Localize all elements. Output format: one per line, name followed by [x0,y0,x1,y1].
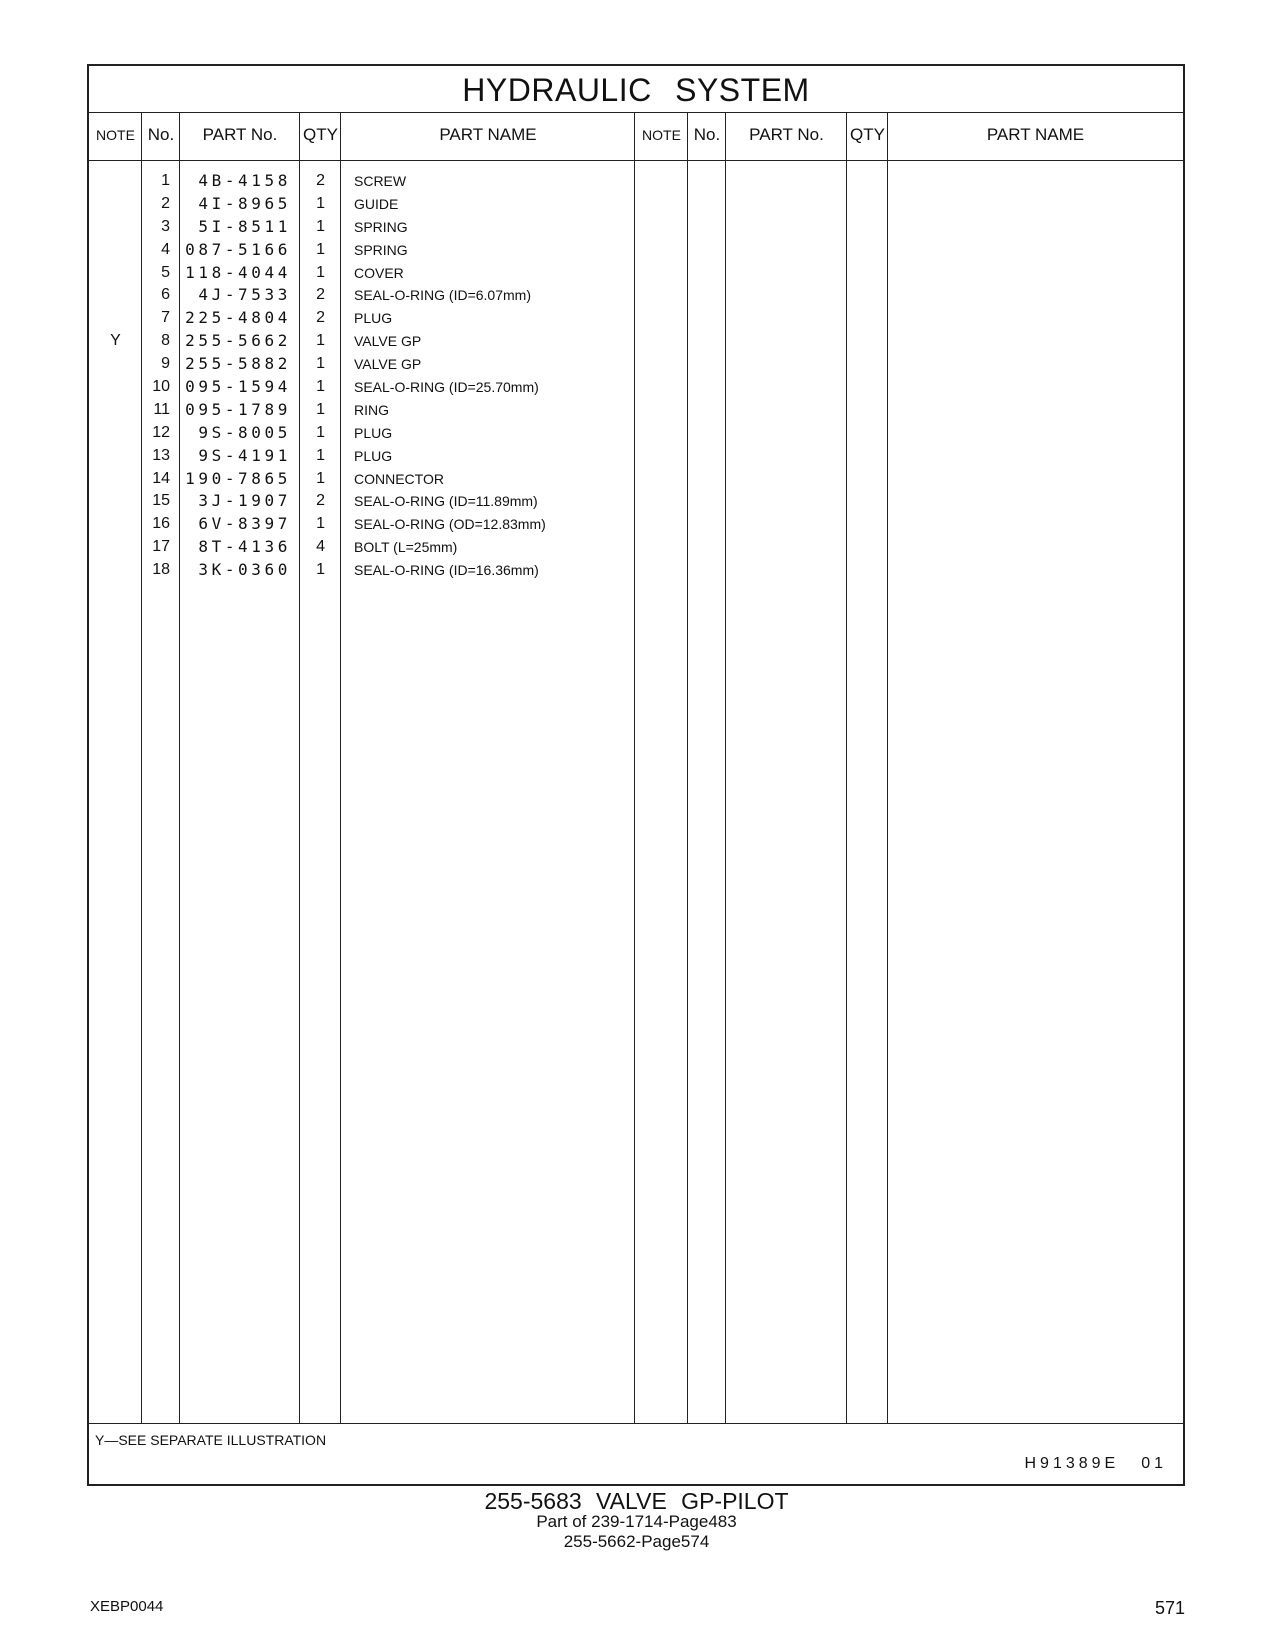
row-part-name: CONNECTOR [354,470,444,487]
footnote: Y—SEE SEPARATE ILLUSTRATION [95,1432,327,1448]
table-row [89,536,1183,559]
row-part-name: SEAL-O-RING (ID=11.89mm) [354,493,538,510]
row-quantity: 1 [316,240,325,258]
drawing-code-number: H91389E [1024,1455,1120,1472]
row-number: 17 [152,538,170,556]
row-part-name: SEAL-O-RING (OD=12.83mm) [354,516,546,533]
header-qty-right: QTY [850,125,885,144]
row-number: 11 [153,400,170,418]
row-part-number: 095-1594 [185,377,291,397]
row-quantity: 1 [316,355,325,373]
row-quantity: 1 [316,263,325,281]
row-number: 3 [161,217,170,235]
header-qty-left: QTY [303,125,338,144]
row-quantity: 1 [316,194,325,212]
row-part-number: 255-5882 [185,354,291,374]
row-number: 6 [161,286,170,304]
row-quantity: 1 [316,400,325,418]
row-part-name: VALVE GP [354,356,422,373]
table-row [89,193,1183,216]
header-no-left: No. [147,125,175,144]
row-quantity: 1 [316,423,325,441]
row-part-number: 9S-4191 [198,445,291,465]
row-quantity: 2 [316,286,325,304]
row-number: 4 [161,240,170,258]
row-quantity: 1 [316,217,325,235]
table-row [89,513,1183,536]
page-title: HYDRAULIC SYSTEM [89,66,1183,113]
table-header [89,112,1183,161]
page-number: 571 [1154,1598,1185,1618]
header-note-left: NOTE [96,127,135,143]
row-number: 2 [161,194,170,212]
row-part-name: SEAL-O-RING (ID=16.36mm) [354,562,539,579]
table-row [89,399,1183,422]
table-row [89,239,1183,262]
row-part-number: 8T-4136 [198,537,291,557]
row-number: 9 [161,355,170,373]
table-row [89,216,1183,239]
row-part-number: 118-4044 [185,262,291,282]
row-part-name: RING [354,401,389,418]
row-part-name: SEAL-O-RING (ID=6.07mm) [354,287,531,304]
row-quantity: 1 [316,515,325,533]
row-part-name: SPRING [354,218,408,235]
row-quantity: 1 [316,469,325,487]
row-number: 14 [152,469,170,487]
row-part-name: PLUG [354,424,393,441]
parts-list-frame [87,64,1185,1486]
row-part-number: 4J-7533 [198,285,291,305]
row-number: 10 [152,378,170,396]
caption-part-of: Part of 239-1714-Page483 [536,1512,737,1531]
row-part-name: SCREW [354,173,407,189]
row-quantity: 2 [316,309,325,327]
table-row [89,376,1183,399]
row-number: 7 [161,309,170,327]
parts-rows [89,170,1183,582]
row-part-number: 190-7865 [185,468,291,488]
caption-reference: 255-5662-Page574 [563,1532,710,1551]
table-row [89,490,1183,513]
row-part-number: 4B-4158 [198,171,291,190]
row-part-name: PLUG [354,447,393,464]
row-part-name: VALVE GP [354,333,422,350]
row-part-name: BOLT (L=25mm) [354,539,458,556]
table-row [89,353,1183,376]
table-row [89,170,1183,193]
row-number: 1 [161,172,170,189]
drawing-code [1024,1455,1167,1473]
row-part-number: 3K-0360 [198,560,291,580]
row-quantity: 4 [316,538,325,556]
row-part-name: COVER [354,264,404,281]
row-part-number: 6V-8397 [198,514,291,534]
footer-divider [89,1423,1183,1424]
header-part-no-right: PART No. [749,125,824,144]
row-part-number: 4I-8965 [198,193,291,213]
header-part-no-left: PART No. [202,125,278,144]
row-part-number: 9S-8005 [198,422,291,442]
row-number: 13 [152,446,170,464]
row-part-number: 5I-8511 [198,216,291,236]
row-part-number: 255-5662 [185,331,291,351]
table-row [89,559,1183,582]
row-number: 5 [161,263,170,281]
caption-title: 255-5683 VALVE GP-PILOT [484,1488,789,1514]
header-note-right: NOTE [642,127,681,143]
table-row [89,262,1183,285]
row-note: Y [110,332,121,350]
table-row [89,445,1183,468]
row-number: 16 [152,515,170,533]
header-no-right: No. [693,125,721,144]
table-row [89,468,1183,491]
table-row [89,307,1183,330]
row-part-number: 087-5166 [185,239,291,259]
row-quantity: 2 [316,492,325,510]
row-quantity: 1 [316,378,325,396]
row-number: 8 [161,332,170,350]
revision-number: 01 [1141,1455,1167,1472]
row-number: 15 [152,492,170,510]
row-part-number: 095-1789 [185,399,291,419]
table-row [89,330,1183,353]
document-id: XEBP0044 [90,1598,164,1615]
row-number: 12 [152,423,170,441]
row-part-name: PLUG [354,310,393,327]
row-quantity: 2 [316,172,325,189]
row-number: 18 [152,561,170,579]
row-part-name: GUIDE [354,195,399,212]
header-part-name-left: PART NAME [439,125,537,144]
row-quantity: 1 [316,561,325,579]
row-part-number: 3J-1907 [198,491,291,511]
table-row [89,422,1183,445]
header-part-name-right: PART NAME [986,125,1085,144]
row-quantity: 1 [316,446,325,464]
row-part-name: SEAL-O-RING (ID=25.70mm) [354,379,539,396]
row-part-number: 225-4804 [185,308,291,328]
row-quantity: 1 [316,332,325,350]
row-part-name: SPRING [354,241,408,258]
table-row [89,284,1183,307]
table-body [89,160,1183,1423]
